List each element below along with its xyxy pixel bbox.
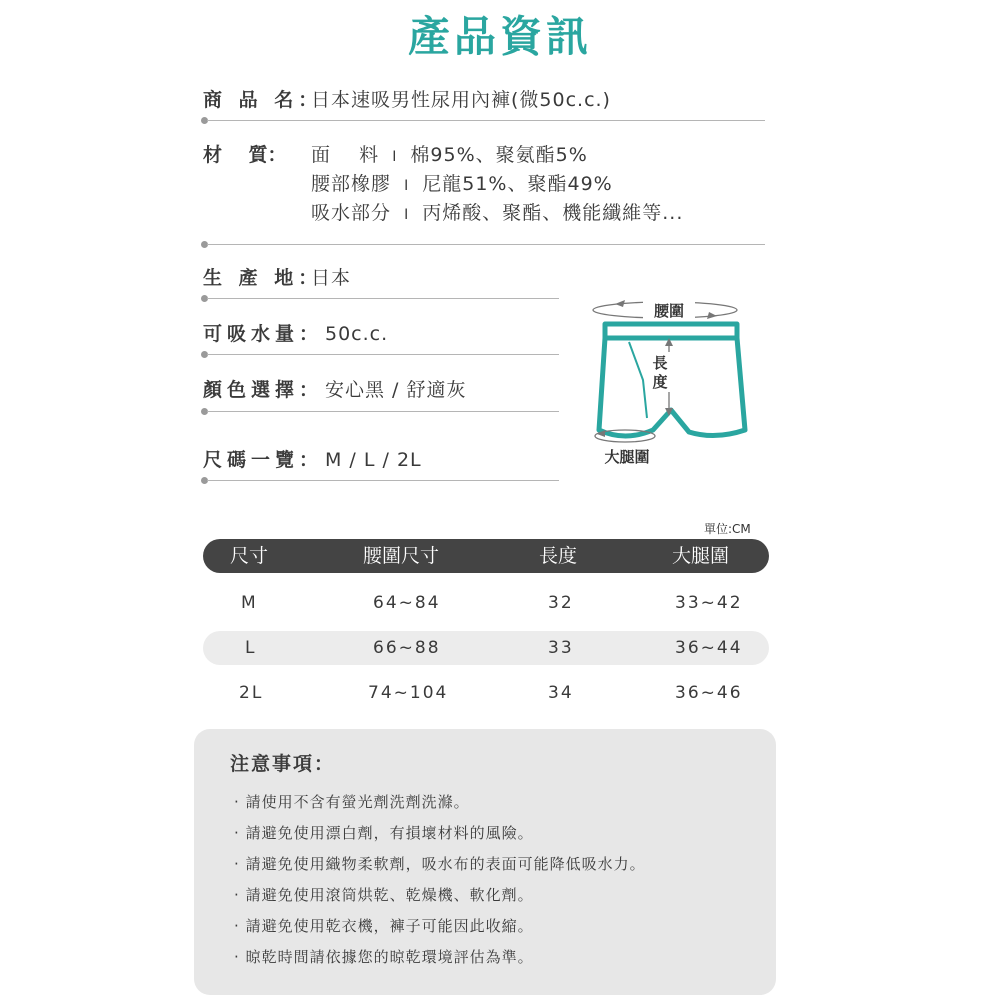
note-bullet: · — [234, 917, 240, 935]
material-value: 丙烯酸、聚酯、機能纖維等... — [422, 202, 684, 224]
note-bullet: · — [234, 855, 240, 873]
color-label: 顏色選擇： — [203, 379, 324, 401]
material-part: 腰部橡膠 — [311, 173, 392, 195]
arrow-head — [615, 300, 625, 307]
material-sep: I — [404, 178, 410, 194]
cell-waist: 66~88 — [373, 638, 441, 658]
material-part: 面 料 — [311, 144, 380, 166]
note-text: 晾乾時間請依據您的晾乾環境評估為準。 — [245, 948, 534, 966]
header-waist: 腰圍尺寸 — [363, 545, 440, 567]
inner-seam — [629, 342, 647, 418]
table-row — [203, 586, 769, 620]
length-label-char-2: 度 — [652, 373, 668, 391]
divider-line — [207, 480, 559, 481]
cell-thigh: 33~42 — [675, 593, 743, 613]
note-bullet: · — [234, 793, 240, 811]
material-label-text: 材 質： — [203, 144, 287, 166]
note-text: 請避免使用織物柔軟劑，吸水布的表面可能降低吸水力。 — [245, 855, 646, 873]
material-sep: I — [404, 207, 410, 223]
material-row-1 — [311, 141, 588, 171]
note-item — [234, 822, 534, 843]
note-item — [234, 884, 534, 905]
length-label-char-1: 長 — [652, 354, 668, 372]
material-value: 棉95%、聚氨酯5% — [410, 144, 588, 166]
header-length: 長度 — [539, 545, 578, 567]
arrow-head — [707, 312, 717, 319]
size-label: 尺碼一覽： — [203, 449, 324, 471]
divider-line — [207, 411, 559, 412]
page-title: 產品資訊 — [407, 12, 592, 61]
note-text: 請避免使用滾筒烘乾、乾燥機、軟化劑。 — [245, 886, 534, 904]
cell-thigh: 36~46 — [675, 683, 743, 703]
thigh-label: 大腿圍 — [604, 448, 650, 466]
divider-line — [207, 298, 559, 299]
header-size: 尺寸 — [230, 545, 269, 567]
size-value: M / L / 2L — [325, 449, 422, 471]
divider-line — [207, 354, 559, 355]
cell-length: 34 — [548, 683, 574, 703]
divider-line — [207, 120, 765, 121]
note-text: 請避免使用漂白劑，有損壞材料的風險。 — [245, 824, 534, 842]
material-label — [203, 141, 286, 169]
cell-size: M — [241, 593, 258, 613]
cell-waist: 74~104 — [368, 683, 449, 703]
note-bullet: · — [234, 948, 240, 966]
note-item — [234, 915, 534, 936]
material-sep: I — [392, 149, 398, 165]
unit-label: 單位:CM — [704, 522, 751, 536]
shorts-outline — [599, 338, 745, 436]
note-bullet: · — [234, 886, 240, 904]
name-value: 日本速吸男性尿用內褲(微50c.c.) — [311, 89, 611, 111]
cell-length: 32 — [548, 593, 574, 613]
table-row — [203, 676, 769, 710]
note-item — [234, 853, 646, 874]
material-part: 吸水部分 — [311, 202, 392, 224]
absorb-value: 50c.c. — [325, 323, 389, 345]
cell-thigh: 36~44 — [675, 638, 743, 658]
material-value: 尼龍51%、聚酯49% — [422, 173, 613, 195]
cell-waist: 64~84 — [373, 593, 441, 613]
note-text: 請避免使用乾衣機，褲子可能因此收縮。 — [245, 917, 534, 935]
cell-size: L — [245, 638, 257, 658]
table-row — [203, 631, 769, 665]
absorb-label: 可吸水量： — [203, 323, 324, 345]
divider-line — [207, 244, 765, 245]
note-item — [234, 791, 470, 812]
waistband — [605, 324, 737, 338]
material-row-3 — [311, 199, 683, 229]
notes-title: 注意事項： — [230, 753, 336, 775]
origin-label: 生 產 地： — [203, 267, 323, 289]
cell-size: 2L — [239, 683, 264, 703]
note-item — [234, 946, 534, 967]
table-header — [203, 539, 769, 573]
note-text: 請使用不含有螢光劑洗劑洗滌。 — [245, 793, 470, 811]
notes-panel — [194, 729, 776, 995]
origin-value: 日本 — [311, 267, 352, 289]
color-value: 安心黑 / 舒適灰 — [325, 379, 467, 401]
shorts-diagram — [585, 290, 755, 475]
material-row-2 — [311, 170, 613, 200]
waist-label: 腰圍 — [653, 302, 685, 320]
name-label: 商 品 名： — [203, 89, 323, 111]
cell-length: 33 — [548, 638, 574, 658]
note-bullet: · — [234, 824, 240, 842]
header-thigh: 大腿圍 — [672, 545, 730, 567]
